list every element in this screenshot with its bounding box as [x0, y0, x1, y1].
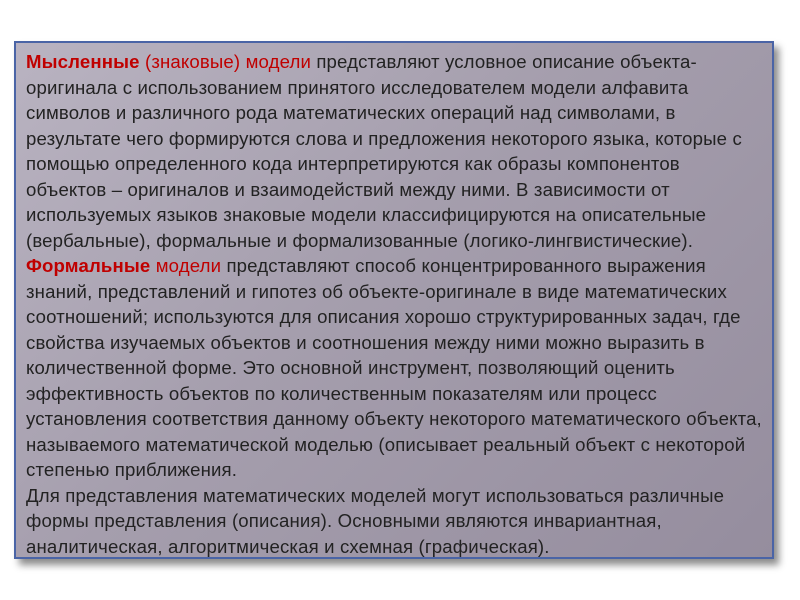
paragraph-formal-text: представляют способ концентрированного выражения знаний, представлений и гипотез об объекте-оригинале в виде математических соотношений; используются для описания хорошо структурированных задач, где свойства изучаемых объектов и соотношения между ними можно выразить в количественной форме. Это основной инструмент, позволяющий оценить эффективность объектов по количественным показателям или процесс установления соответствия данному объекту некоторого математического объекта, называемого математической моделью (описывает реальный объект с некоторой степенью приближения.: [26, 255, 762, 480]
term-formal-bold: Формальные: [26, 255, 151, 276]
paragraph-formal-models: [26, 253, 762, 483]
paragraph-representation-forms: Для представления математических моделей могут использоваться различные формы представления (описания). Основными являются инвариантная, аналитическая, алгоритмическая и схемная (графическая).: [26, 484, 725, 557]
term-formal-rest: модели: [150, 255, 222, 276]
term-mental-bold: Мысленные: [26, 51, 140, 72]
term-mental-rest: (знаковые) модели: [139, 51, 311, 72]
paragraph-mental-text: представляют условное описание объекта-оригинала с использованием принятого исследователем модели алфавита символов и различного рода математических операций над символами, в результате чего формируются слова и предложения некоторого языка, которые с помощью определенного кода интерпретируются как образы компонентов объектов – оригиналов и взаимодействий между ними. В зависимости от используемых языков знаковые модели классифицируются на описательные (вербальные), формальные и формализованные (логико-лингвистические).: [26, 51, 742, 251]
text-box: [14, 41, 774, 559]
paragraph-mental-models: [26, 49, 762, 253]
